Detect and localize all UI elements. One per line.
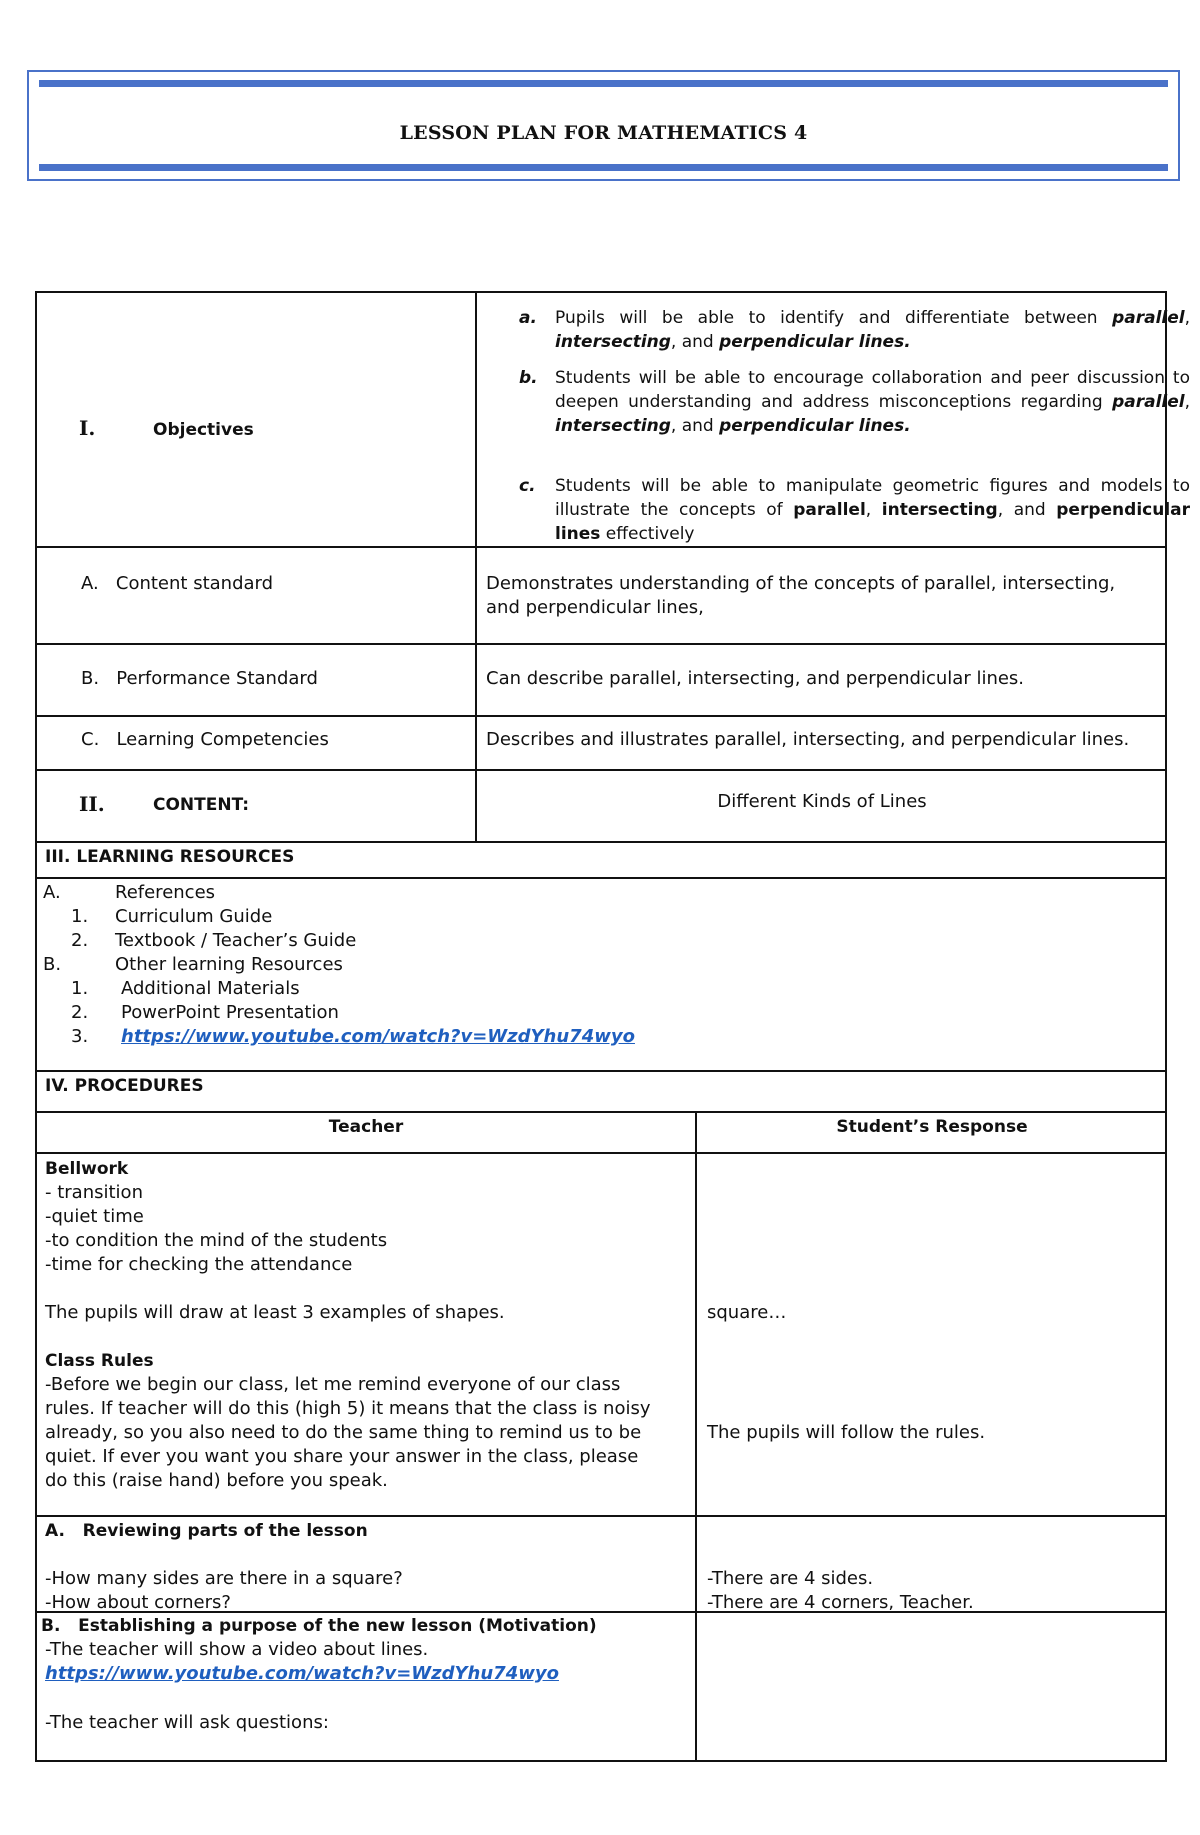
performance-standard-label: B. Performance Standard [81, 668, 318, 689]
class-rules-line: do this (raise hand) before you speak. [45, 1470, 388, 1491]
learning-competencies-value: Describes and illustrates parallel, intersecting, and perpendicular lines. [486, 729, 1130, 750]
motivation-line: -The teacher will ask questions: [45, 1712, 329, 1733]
keyword: intersecting [881, 500, 998, 520]
objective-a [519, 306, 1190, 354]
objective-c [519, 474, 1191, 546]
class-rules-response: The pupils will follow the rules. [707, 1422, 986, 1443]
row-divider [37, 769, 1165, 771]
column-divider [475, 293, 477, 843]
reference-number: 1. [71, 906, 89, 927]
references-marker: A. [43, 882, 61, 903]
objectives-label: Objectives [153, 420, 254, 440]
keyword: perpendicular lines [555, 500, 1191, 544]
lesson-plan-table [35, 291, 1191, 1762]
row-divider [37, 546, 1165, 548]
motivation-title: B. Establishing a purpose of the new lesson (Motivation) [41, 1616, 597, 1636]
learning-competencies-label: C. Learning Competencies [81, 729, 329, 750]
row-divider [37, 1111, 1165, 1113]
bellwork-line: - transition [45, 1182, 143, 1203]
row-divider [37, 643, 1165, 645]
class-rules-line: already, so you also need to do the same thing to remind us to be [45, 1422, 642, 1443]
bellwork-title: Bellwork [45, 1159, 129, 1179]
draw-shapes-response: square… [707, 1302, 787, 1323]
objective-text: , [865, 500, 882, 520]
row-divider [37, 1152, 1165, 1154]
objective-marker: c. [519, 476, 536, 496]
reference-item: Textbook / Teacher’s Guide [115, 930, 357, 951]
content-numeral: II. [79, 792, 105, 816]
draw-shapes-instruction: The pupils will draw at least 3 examples of shapes. [45, 1302, 505, 1323]
column-divider [695, 1111, 697, 1762]
title-banner [27, 70, 1180, 181]
objective-text: Students will be able to manipulate geometric figures and models to illustrate the concepts of [555, 476, 1190, 520]
keyword: perpendicular lines. [719, 416, 911, 436]
content-standard-value-cont: and perpendicular lines, [486, 597, 704, 618]
objective-text: effectively [600, 524, 695, 544]
keyword: parallel [1112, 308, 1185, 328]
bellwork-line: -time for checking the attendance [45, 1254, 353, 1275]
student-column-header: Student’s Response [836, 1117, 1028, 1137]
bellwork-line: -quiet time [45, 1206, 144, 1227]
objective-marker: b. [519, 368, 538, 388]
resource-item: Additional Materials [121, 978, 300, 999]
class-rules-title: Class Rules [45, 1351, 154, 1371]
objective-text: , and [997, 500, 1057, 520]
review-question: -How many sides are there in a square? [45, 1568, 403, 1589]
row-divider [37, 715, 1165, 717]
objective-text: , and [670, 416, 720, 436]
objective-marker: a. [519, 308, 537, 328]
objective-text: , and [670, 332, 720, 352]
objective-b [519, 366, 1190, 438]
teacher-column-header: Teacher [328, 1117, 404, 1137]
review-answer: -There are 4 corners, Teacher. [707, 1592, 974, 1613]
references-label: References [115, 882, 216, 903]
row-divider [37, 841, 1165, 843]
objective-text: Students will be able to encourage collaboration and peer discussion to deepen understanding and address misconceptions regarding [555, 368, 1190, 412]
class-rules-line: rules. If teacher will do this (high 5) it means that the class is noisy [45, 1398, 651, 1419]
objective-text: , [1184, 392, 1190, 412]
review-answer: -There are 4 sides. [707, 1568, 874, 1589]
procedures-heading: IV. PROCEDURES [45, 1076, 204, 1096]
performance-standard-value: Can describe parallel, intersecting, and perpendicular lines. [486, 668, 1025, 689]
row-divider [37, 877, 1165, 879]
other-resources-label: Other learning Resources [115, 954, 343, 975]
content-value: Different Kinds of Lines [717, 791, 927, 812]
youtube-link[interactable]: https://www.youtube.com/watch?v=WzdYhu74wyo [121, 1026, 635, 1047]
class-rules-line: -Before we begin our class, let me remind everyone of our class [45, 1374, 621, 1395]
keyword: parallel [1112, 392, 1185, 412]
banner-bottom-rule [39, 164, 1168, 171]
learning-resources-heading: III. LEARNING RESOURCES [45, 847, 295, 867]
banner-top-rule [39, 80, 1168, 87]
reference-item: Curriculum Guide [115, 906, 273, 927]
objective-text: , [1184, 308, 1190, 328]
resource-number: 2. [71, 1002, 89, 1023]
reference-number: 2. [71, 930, 89, 951]
page-title: LESSON PLAN FOR MATHEMATICS 4 [399, 122, 808, 144]
keyword: intersecting [555, 416, 671, 436]
resource-number: 3. [71, 1026, 89, 1047]
row-divider [37, 1070, 1165, 1072]
objectives-numeral: I. [79, 416, 96, 440]
row-divider [37, 1515, 1165, 1517]
objective-text: Pupils will be able to identify and differentiate between [555, 308, 1113, 328]
review-question: -How about corners? [45, 1592, 231, 1613]
content-standard-label: A. Content standard [81, 573, 274, 594]
motivation-line: -The teacher will show a video about lines. [45, 1639, 429, 1660]
motivation-video-link[interactable]: https://www.youtube.com/watch?v=WzdYhu74wyo [45, 1663, 559, 1684]
resource-number: 1. [71, 978, 89, 999]
review-title: A. Reviewing parts of the lesson [45, 1521, 368, 1541]
content-label: CONTENT: [153, 795, 250, 815]
class-rules-line: quiet. If ever you want you share your answer in the class, please [45, 1446, 639, 1467]
keyword: parallel [793, 500, 866, 520]
bellwork-line: -to condition the mind of the students [45, 1230, 388, 1251]
content-standard-value: Demonstrates understanding of the concepts of parallel, intersecting, [486, 573, 1116, 594]
keyword: perpendicular lines. [719, 332, 911, 352]
resource-item: PowerPoint Presentation [121, 1002, 339, 1023]
keyword: intersecting [555, 332, 671, 352]
other-resources-marker: B. [43, 954, 62, 975]
